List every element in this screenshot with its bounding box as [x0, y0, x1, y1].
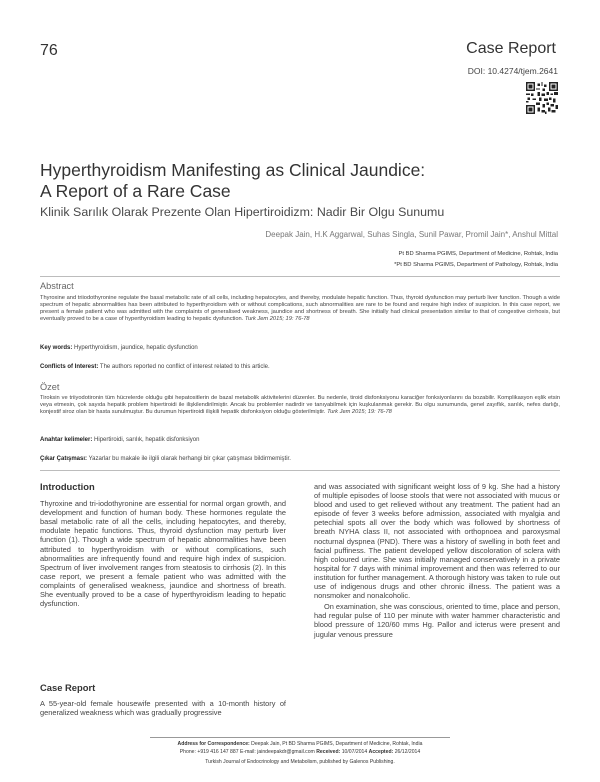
article-title [40, 160, 560, 202]
introduction-heading: Introduction [40, 481, 95, 492]
qr-code-icon [526, 82, 558, 114]
footer-divider [150, 737, 450, 738]
introduction-section [40, 482, 286, 608]
phone-email: Phone: +919 416 147 887 E-mail: jaindeepakdr@gmail.com [179, 749, 315, 755]
abstract-text [40, 295, 560, 323]
contact-and-dates [0, 749, 600, 755]
introduction-text: Thyroxine and tri-iodothyronine are essential for normal organ growth, and development and function of human body. These hormones regulate the basal metabolic rate of all the cells, including hepatocytes, and thereby, modulate hepatic functions. Thus, thyroid dysfunction may perturb liver function (1). Though a wide spectrum of hepatic abnormalities have been attributed to hyperthyroidism with or without complications, such abnormalities are infrequently found and require high index of suspicion. Spectrum of liver involvement ranges from steatosis to cirrhosis (2). In this case report, we present a female patient who was admitted with the complaints of generalised weakness, jaundice and shortness of breath. She eventually proved to be a case of hyperthyroidism leading to hepatic dysfunction. [40, 499, 286, 609]
case-report-section [40, 683, 286, 717]
abstract-keywords [40, 345, 560, 351]
conflict-label: Conflicts of Interest: [40, 364, 99, 370]
correspondence-text: Deepak Jain, Pt BD Sharma PGIMS, Department of Medicine, Rohtak, India [251, 741, 423, 747]
title-line-2: A Report of a Rare Case [40, 181, 231, 201]
ozet-body: Tiroksin ve triiyodotironin tüm hücrelerde olduğu gibi hepatositlerin de bazal metabolik aktivitelerini düzenler. Bu nedenle, tiroid disfonksiyonu karaciğer fonksiyonlarını da bozabilir. Komplikasyon eşlik etsin veya etmesin, çok sayıda hepatik problem hipertiroidi ile ilişkilendirilmiştir. Ancak bu problemler nadirdir ve tanıyabilmek için kuşkulanmak gerekir. Bu olgu sunumunda, genel zayıflık, sarılık, nefes darlığı, konjestif siroz olan bir hasta sunulmuştur. Bu durumun hipertiroidi ilişkili hepatik disfonksiyon olduğu gösterilmiştir. [40, 395, 560, 415]
author-list: Deepak Jain, H.K Aggarwal, Suhas Singla, Sunil Pawar, Promil Jain*, Anshul Mittal [265, 230, 558, 239]
right-paragraph-1: and was associated with significant weight loss of 9 kg. She had a history of multiple episodes of loose stools that were not associated with mucus or blood and used to get relieved without any treatment. The patient had an episode of fever 3 weeks before admission, associated with myalgia and petechial spots all over the body which was followed by shortness of breath NYHA class II, not associated with orthopnoea and paroxysmal nocturnal dyspnea (PND). There was a history of swelling in both feet and facial puffiness. The patient developed yellow discoloration of sclera with high coloured urine. She was initially managed conservatively in a private hospital for 7 days with minimal improvement and then was referred to our institution for further management. A thorough history was taken to rule out use of indigenous drugs and other chronic illness. The patient was a nonsmoker and nonalcoholic. [314, 482, 560, 601]
doi: DOI: 10.4274/tjem.2641 [467, 66, 558, 76]
accepted-date: 26/12/2014 [394, 749, 421, 755]
correspondence-label: Address for Correspondence: [177, 741, 250, 747]
divider [40, 276, 560, 277]
correspondence-address [0, 741, 600, 747]
divider [40, 470, 560, 471]
keywords-text: Hyperthyroidism, jaundice, hepatic dysfunction [74, 345, 198, 351]
turkish-title: Klinik Sarılık Olarak Prezente Olan Hipertiroidizm: Nadir Bir Olgu Sunumu [40, 205, 445, 219]
conflict-text: The authors reported no conflict of interest related to this article. [99, 364, 270, 370]
received-date: 10/07/2014 [341, 749, 368, 755]
title-line-1: Hyperthyroidism Manifesting as Clinical Jaundice: [40, 160, 426, 180]
case-report-heading: Case Report [40, 682, 96, 693]
ozet-keywords [40, 437, 560, 443]
conflict-of-interest [40, 364, 560, 370]
accepted-label: Accepted: [368, 749, 394, 755]
ozet-text [40, 395, 560, 416]
ozet-heading: Özet [40, 382, 60, 392]
right-paragraph-2: On examination, she was conscious, oriented to time, place and person, had regular pulse of 110 per minute with water hammer characteristic and blood pressure of 120/60 mms Hg. Pallor and icterus were present and jugular venous pressure [314, 602, 560, 639]
anahtar-text: Hipertiroidi, sarılık, hepatik disfonksiyon [94, 437, 200, 443]
abstract-heading: Abstract [40, 281, 74, 291]
cikar-label: Çıkar Çatışması: [40, 456, 88, 462]
abstract-body: Thyroxine and triiodothyronine regulate the basal metabolic rate of all cells, including hepatocytes, and thereby, modulate hepatic function. Thus, thyroid dysfunction may perturb liver function. Though a wide spectrum of hepatic abnormalities has been attributed to hyperthyroidism with or without complications, such abnormalities are rare to be found and require high index of suspicion. In this case report, we present a female patient who was admitted with the complaints of generalised weakness, jaundice and shortness of breath. She initially had clinical presentation similar to that of congestive cirrhosis, but eventually proved to be a case of hyperthyroidism leading to hepatic dysfunction. [40, 295, 560, 322]
received-label: Received: [316, 749, 341, 755]
affiliation-1: Pt BD Sharma PGIMS, Department of Medicine, Rohtak, India [398, 251, 558, 257]
ozet-citation: Turk Jem 2015; 19: 76-78 [327, 409, 392, 415]
case-report-text: A 55-year-old female housewife presented with a 10-month history of generalized weakness which was gradually progressive [40, 699, 286, 718]
journal-publisher: Turkish Journal of Endocrinology and Metabolism, published by Galenos Publishing. [205, 759, 395, 765]
cikar-catismasi [40, 456, 560, 462]
page-number: 76 [40, 42, 58, 59]
affiliation-2: *Pt BD Sharma PGIMS, Department of Pathology, Rohtak, India [394, 262, 558, 268]
keywords-label: Key words: [40, 345, 73, 351]
cikar-text: Yazarlar bu makale ile ilgili olarak herhangi bir çıkar çatışması bildirmemiştir. [88, 456, 291, 462]
case-report-continued [314, 482, 560, 639]
article-type: Case Report [466, 40, 556, 57]
abstract-citation: Turk Jem 2015; 19: 76-78 [244, 316, 310, 322]
anahtar-label: Anahtar kelimeler: [40, 437, 93, 443]
